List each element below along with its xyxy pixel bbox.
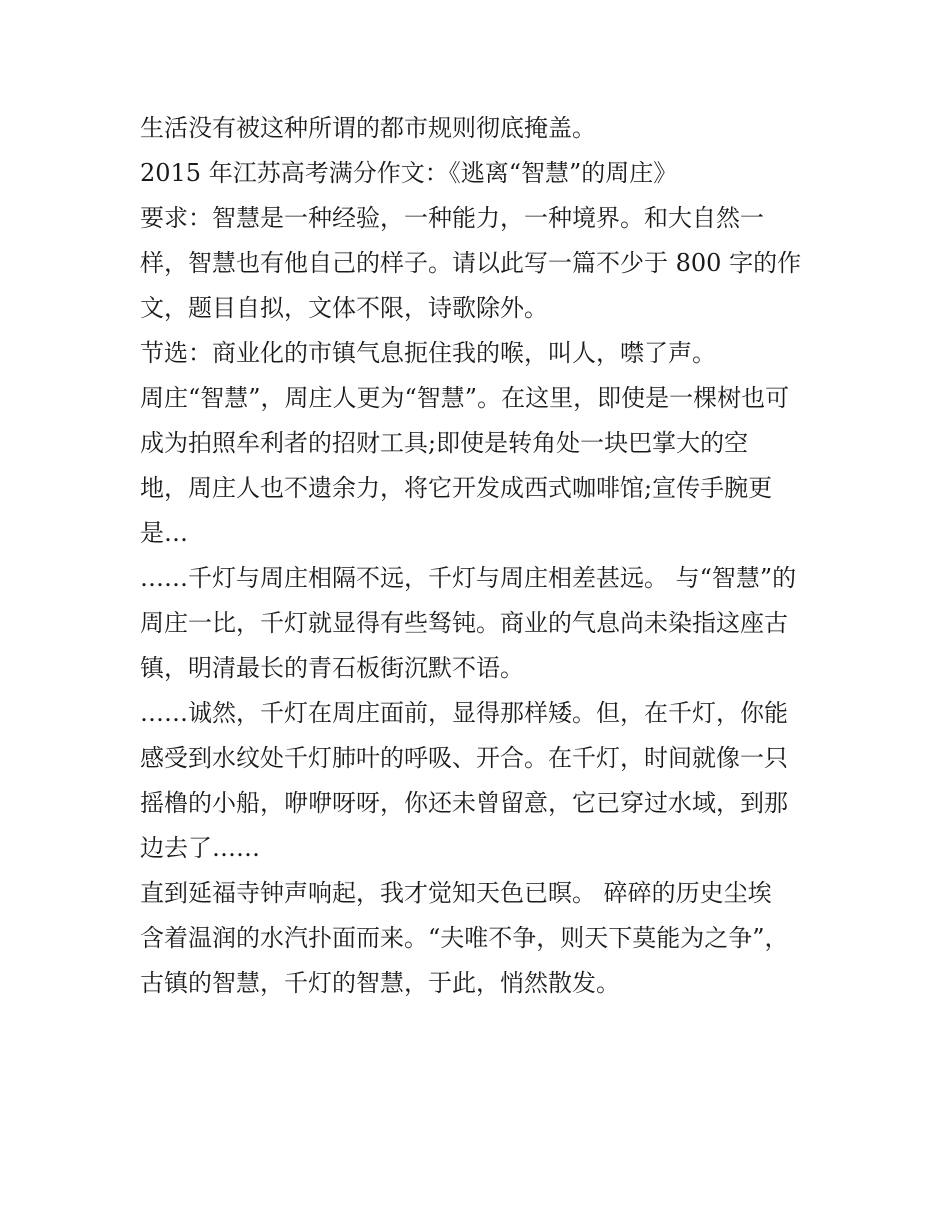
text-line-17: 边去了…… [140, 834, 260, 862]
text-line-4: 样，智慧也有他自己的样子。请以此写一篇不少于 800 字的作 [140, 249, 802, 277]
text-line-15: 感受到水纹处千灯肺叶的呼吸、开合。在千灯，时间就像一只 [140, 744, 788, 772]
text-line-3: 要求：智慧是一种经验，一种能力，一种境界。和大自然一 [140, 204, 764, 232]
text-line-5: 文，题目自拟，文体不限，诗歌除外。 [140, 294, 548, 322]
text-line-16: 摇橹的小船，咿咿呀呀，你还未曾留意，它已穿过水域，到那 [140, 789, 788, 817]
text-line-10: 是… [140, 519, 188, 547]
text-line-7: 周庄“智慧”，周庄人更为“智慧”。在这里，即使是一棵树也可 [140, 384, 790, 412]
essay-text-block [140, 106, 820, 1006]
text-line-20: 古镇的智慧，千灯的智慧，于此，悄然散发。 [140, 969, 620, 997]
text-line-6: 节选：商业化的市镇气息扼住我的喉，叫人，噤了声。 [140, 339, 716, 367]
text-line-12: 周庄一比，千灯就显得有些驽钝。商业的气息尚未染指这座古 [140, 609, 788, 637]
text-line-11: ……千灯与周庄相隔不远，千灯与周庄相差甚远。 与“智慧”的 [140, 564, 797, 592]
text-line-14: ……诚然，千灯在周庄面前，显得那样矮。但，在千灯，你能 [140, 699, 788, 727]
text-line-18: 直到延福寺钟声响起，我才觉知天色已暝。 碎碎的历史尘埃 [140, 879, 772, 907]
text-line-1: 生活没有被这种所谓的都市规则彻底掩盖。 [140, 114, 596, 142]
text-line-13: 镇，明清最长的青石板街沉默不语。 [140, 654, 524, 682]
text-line-9: 地，周庄人也不遗余力，将它开发成西式咖啡馆;宣传手腕更 [140, 474, 773, 502]
essay-title-line: 2015 年江苏高考满分作文：《逃离“智慧”的周庄》 [140, 159, 678, 187]
text-line-8: 成为拍照牟利者的招财工具;即使是转角处一块巴掌大的空 [140, 429, 749, 457]
text-line-19: 含着温润的水汽扑面而来。“夫唯不争，则天下莫能为之争”， [140, 924, 789, 952]
